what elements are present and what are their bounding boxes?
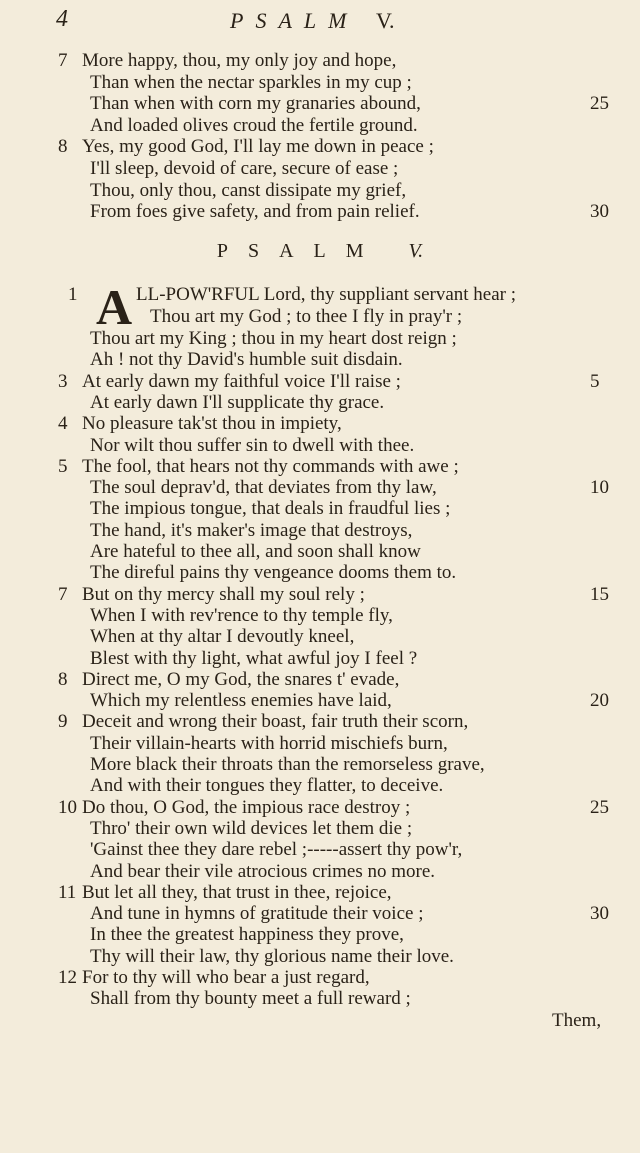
page-header <box>0 6 640 34</box>
verse-text: And with their tongues they flatter, to deceive. <box>90 775 444 797</box>
line-number: 10 <box>590 477 609 499</box>
running-title-word: PSALM <box>230 8 359 33</box>
verse-line <box>0 392 640 414</box>
verse-line <box>0 818 640 840</box>
verse-text: When at thy altar I devoutly kneel, <box>90 626 355 648</box>
verse-text: Thou art my God ; to thee I fly in pray'r ; <box>150 306 463 327</box>
verse-number: 8 <box>58 668 68 690</box>
verse-text: Direct me, O my God, the snares t' evade, <box>82 668 400 690</box>
verse-line <box>0 648 640 670</box>
verse-line <box>0 669 640 691</box>
verse-line <box>0 93 640 115</box>
verse-text: Blest with thy light, what awful joy I feel ? <box>90 647 418 669</box>
verse-line <box>0 435 640 457</box>
section-title <box>0 240 640 263</box>
verse-line <box>0 328 640 350</box>
line-number: 25 <box>590 93 609 115</box>
line-number: 30 <box>590 903 609 925</box>
verse-number: 3 <box>58 370 68 392</box>
verse-number: 4 <box>58 413 68 435</box>
section-title-number: V. <box>408 240 424 262</box>
drop-cap: A <box>96 279 133 335</box>
verse-line <box>0 754 640 776</box>
verse-line <box>0 50 640 72</box>
verse-line <box>0 413 640 435</box>
verse-number: 7 <box>58 583 68 605</box>
verse-line <box>0 477 640 499</box>
verse-text: Yes, my good God, I'll lay me down in peace ; <box>82 136 434 158</box>
line-number: 30 <box>590 201 609 223</box>
verse-text: For to thy will who bear a just regard, <box>82 967 370 988</box>
verse-text: And loaded olives croud the fertile ground. <box>90 114 418 136</box>
verse-line <box>0 456 640 478</box>
verse-line <box>0 562 640 584</box>
verse-line <box>0 284 640 306</box>
verse-text: Deceit and wrong their boast, fair truth their scorn, <box>82 711 469 733</box>
verse-text: From foes give safety, and from pain relief. <box>90 201 420 223</box>
page-number: 4 <box>56 6 68 32</box>
verse-text: Than when the nectar sparkles in my cup ; <box>90 71 412 93</box>
verse-text: More happy, thou, my only joy and hope, <box>82 50 397 71</box>
running-title-number: V. <box>375 8 395 33</box>
verse-text: I'll sleep, devoid of care, secure of ease ; <box>90 158 399 179</box>
verse-line <box>0 349 640 371</box>
verse-text: The hand, it's maker's image that destroys, <box>90 519 413 541</box>
verse-line <box>0 72 640 94</box>
verse-text: And tune in hymns of gratitude their voice ; <box>90 903 424 925</box>
verse-text: Thou art my King ; thou in my heart dost reign ; <box>90 328 457 349</box>
verse-text: The impious tongue, that deals in fraudful lies ; <box>90 498 451 520</box>
verse-line <box>0 946 640 968</box>
verse-text: Ah ! not thy David's humble suit disdain. <box>90 349 403 371</box>
verse-line <box>0 605 640 627</box>
verse-text: Thy will their law, thy glorious name their love. <box>90 945 454 967</box>
line-number: 25 <box>590 796 609 818</box>
section-title-word: PSALM <box>216 240 384 262</box>
verse-text: Which my relentless enemies have laid, <box>90 690 392 712</box>
verse-line <box>0 115 640 137</box>
verse-text: The soul deprav'd, that deviates from thy law, <box>90 477 437 499</box>
verse-line <box>0 158 640 180</box>
verse-number: 5 <box>58 455 68 477</box>
verse-line <box>0 520 640 542</box>
verse-number: 8 <box>58 136 68 158</box>
line-number: 15 <box>590 583 609 605</box>
verse-line <box>0 371 640 393</box>
verse-text: Shall from thy bounty meet a full reward ; <box>90 988 411 1010</box>
verse-text: Are hateful to thee all, and soon shall know <box>90 541 421 562</box>
verse-text: The direful pains thy vengeance dooms them to. <box>90 562 457 584</box>
catchword: Them, <box>552 1010 602 1031</box>
verse-text: 'Gainst thee they dare rebel ;-----assert thy pow'r, <box>90 839 463 861</box>
verse-text: Thou, only thou, canst dissipate my grief, <box>90 179 407 201</box>
verse-line <box>0 967 640 989</box>
verse-number: 9 <box>58 711 68 733</box>
verse-text: But let all they, that trust in thee, rejoice, <box>82 881 392 903</box>
verse-line <box>0 626 640 648</box>
verse-text: When I with rev'rence to thy temple fly, <box>90 604 393 626</box>
verse-text: At early dawn my faithful voice I'll raise ; <box>82 370 401 392</box>
verse-line <box>0 775 640 797</box>
line-number: 20 <box>590 690 609 712</box>
verse-text: And bear their vile atrocious crimes no more. <box>90 860 436 882</box>
verse-text: Thro' their own wild devices let them die ; <box>90 817 413 839</box>
running-title <box>230 8 395 34</box>
verse-number: 1 <box>68 284 78 305</box>
verse-line <box>0 797 640 819</box>
line-number: 5 <box>590 370 600 392</box>
verse-text: Do thou, O God, the impious race destroy ; <box>82 796 411 818</box>
verse-text: Than when with corn my granaries abound, <box>90 93 421 115</box>
verse-line <box>0 201 640 223</box>
verse-line <box>0 924 640 946</box>
verse-text: In thee the greatest happiness they prove, <box>90 924 404 946</box>
verse-line <box>0 882 640 904</box>
verse-line <box>0 711 640 733</box>
verse-text: More black their throats than the remorseless grave, <box>90 754 485 775</box>
verse-line <box>0 584 640 606</box>
verse-number: 10 <box>58 796 77 818</box>
verse-line <box>0 136 640 158</box>
verse-line <box>0 180 640 202</box>
verse-number: 11 <box>58 881 77 903</box>
verse-line <box>0 733 640 755</box>
verse-text: Nor wilt thou suffer sin to dwell with thee. <box>90 434 415 456</box>
verse-text: But on thy mercy shall my soul rely ; <box>82 583 365 605</box>
verse-line <box>0 839 640 861</box>
verse-number: 7 <box>58 50 68 71</box>
verse-line <box>0 541 640 563</box>
verse-text: Their villain-hearts with horrid mischiefs burn, <box>90 732 448 754</box>
verse-text: LL-POW'RFUL Lord, thy suppliant servant hear ; <box>136 284 517 305</box>
verse-text: At early dawn I'll supplicate thy grace. <box>90 391 385 413</box>
verse-text: No pleasure tak'st thou in impiety, <box>82 413 342 435</box>
verse-line <box>0 498 640 520</box>
verse-line <box>0 861 640 883</box>
verse-number: 12 <box>58 967 77 988</box>
verse-text: The fool, that hears not thy commands with awe ; <box>82 455 459 477</box>
verse-line <box>0 988 640 1010</box>
verse-line <box>0 690 640 712</box>
verse-line <box>0 306 640 328</box>
verse-line <box>0 903 640 925</box>
